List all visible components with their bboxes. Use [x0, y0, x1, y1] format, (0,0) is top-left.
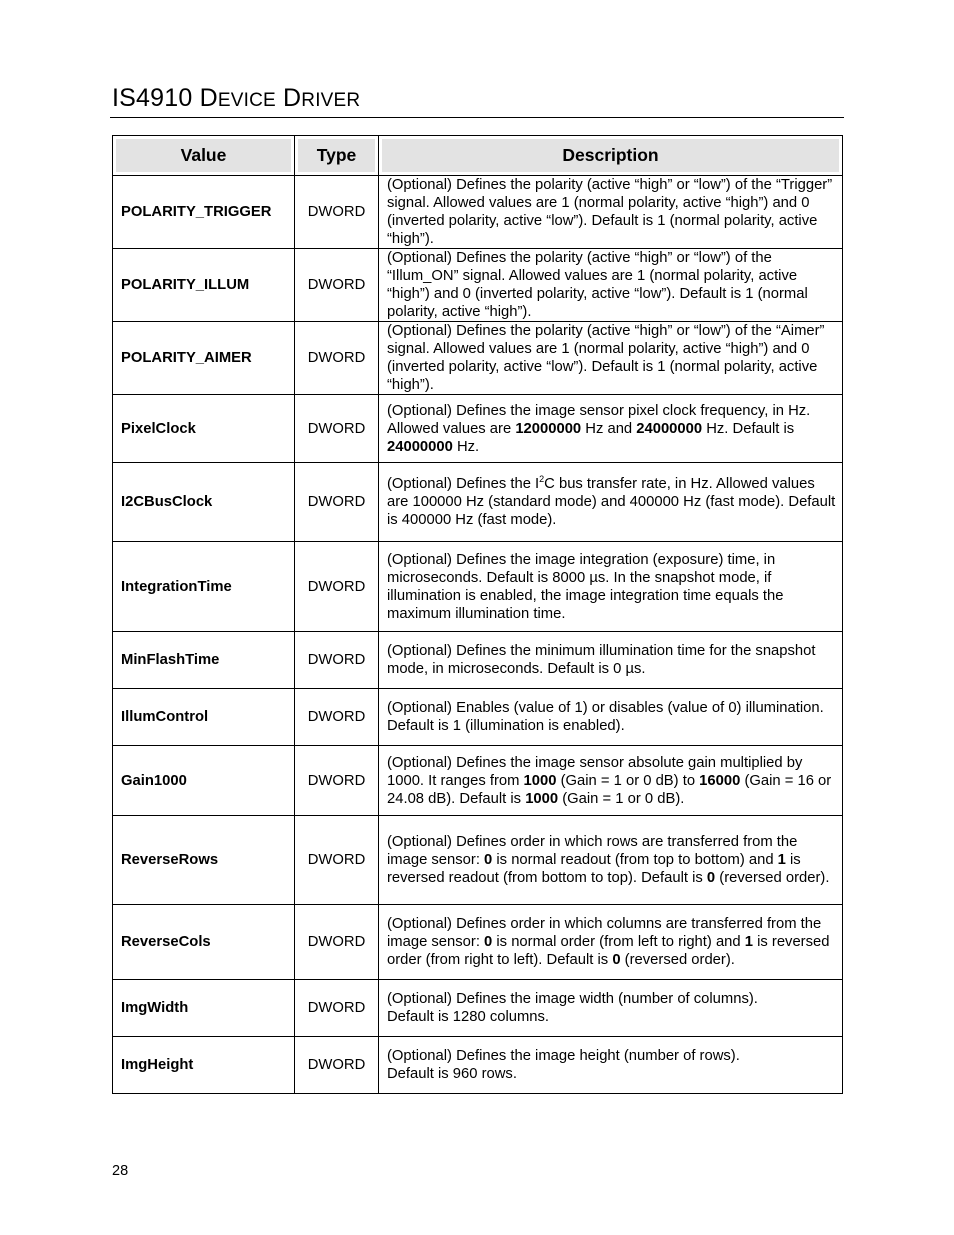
header-type: Type — [295, 136, 379, 176]
bold-value: 24000000 — [636, 420, 703, 437]
description-text: (Optional) Defines the image integration (exposure) time, in microseconds. Default is 8000 µs. In the snapshot mode, if illumination is enabled, the image integration time equals the maximum illumination time. — [387, 551, 784, 622]
bold-value: 16000 — [699, 772, 741, 789]
type-cell: DWORD — [295, 905, 379, 980]
table-row — [113, 322, 843, 395]
description-cell — [379, 249, 843, 322]
description-text: is reversed readout (from bottom to top). Default is — [387, 852, 801, 886]
table-row — [113, 746, 843, 816]
description-text: (Optional) Defines the image sensor pixel clock frequency, in Hz. Allowed values are — [387, 402, 811, 437]
table-row — [113, 395, 843, 463]
bold-value: 12000000 — [515, 420, 582, 437]
bold-value: 0 — [612, 952, 621, 968]
description-text: C bus transfer rate, in Hz. Allowed values are 100000 Hz (standard mode) and 400000 Hz (fast mode). Default is 400000 Hz (fast mode). — [387, 476, 836, 528]
description-text: (Optional) Defines the image sensor absolute gain multiplied by 1000. It ranges from — [387, 754, 803, 789]
title-text: RIVER — [301, 90, 361, 111]
type-cell: DWORD — [295, 1037, 379, 1094]
registry-values-table — [112, 135, 843, 1094]
title-text: IS4910 D — [112, 84, 218, 112]
bold-value: 1 — [777, 852, 786, 868]
description-cell — [379, 322, 843, 395]
header-description: Description — [379, 136, 843, 176]
value-cell: IllumControl — [113, 689, 295, 746]
description-text: (Gain = 1 or 0 dB) to — [556, 772, 700, 789]
description-text: (Optional) Defines the minimum illumination time for the snapshot mode, in microseconds. Default is 0 µs. — [387, 643, 816, 677]
type-cell: DWORD — [295, 176, 379, 249]
value-cell: PixelClock — [113, 395, 295, 463]
type-cell: DWORD — [295, 463, 379, 542]
title-text: EVICE — [217, 90, 276, 111]
description-text: (Optional) Defines order in which columns are transferred from the image sensor: — [387, 916, 822, 950]
bold-value: 0 — [484, 934, 493, 950]
value-cell: ImgWidth — [113, 980, 295, 1037]
description-text: (Gain = 16 or 24.08 dB). Default is — [387, 772, 832, 807]
description-cell — [379, 1037, 843, 1094]
table-row — [113, 1037, 843, 1094]
description-text: (Optional) Defines the image width (number of columns). — [387, 991, 758, 1007]
table-row — [113, 632, 843, 689]
bold-value: 24000000 — [387, 438, 453, 455]
table-header-row — [113, 136, 843, 176]
description-text: (Optional) Defines the polarity (active “high” or “low”) of the “Aimer” signal. Allowed values are 1 (normal polarity, active “high”) and 0 (inverted polarity, active “low”). Default is 1 (normal polarity, active “high”). — [387, 323, 825, 393]
description-cell — [379, 176, 843, 249]
type-cell: DWORD — [295, 322, 379, 395]
page-number: 28 — [112, 1163, 129, 1179]
value-cell: ReverseRows — [113, 816, 295, 905]
description-text: (Optional) Defines the I — [387, 476, 540, 492]
value-cell: ReverseCols — [113, 905, 295, 980]
value-cell: POLARITY_AIMER — [113, 322, 295, 395]
description-text: Hz. — [452, 438, 480, 455]
type-cell: DWORD — [295, 746, 379, 816]
bold-value: 0 — [706, 870, 716, 886]
description-cell — [379, 463, 843, 542]
table-row — [113, 176, 843, 249]
value-cell: I2CBusClock — [113, 463, 295, 542]
bold-value: 1000 — [525, 790, 559, 807]
table-row — [113, 689, 843, 746]
type-cell: DWORD — [295, 249, 379, 322]
value-cell: ImgHeight — [113, 1037, 295, 1094]
description-text: Default is 1280 columns. — [387, 1009, 550, 1025]
type-cell: DWORD — [295, 689, 379, 746]
type-cell: DWORD — [295, 632, 379, 689]
bold-value: 1 — [744, 934, 753, 950]
value-cell: POLARITY_TRIGGER — [113, 176, 295, 249]
page-title — [112, 84, 360, 113]
type-cell: DWORD — [295, 542, 379, 632]
description-text: (reversed order). — [715, 870, 830, 886]
description-text: is reversed order (from right to left). Default is — [387, 934, 830, 968]
table-row — [113, 905, 843, 980]
superscript: 2 — [539, 474, 545, 485]
description-text: (Gain = 1 or 0 dB). — [558, 790, 685, 807]
table-row — [113, 463, 843, 542]
table-row — [113, 980, 843, 1037]
description-cell — [379, 980, 843, 1037]
description-cell — [379, 746, 843, 816]
title-rule — [110, 117, 844, 118]
description-cell — [379, 689, 843, 746]
bold-value: 1000 — [523, 772, 557, 789]
description-text: (Optional) Defines the polarity (active “high” or “low”) of the “Illum_ON” signal. Allowed values are 1 (normal polarity, active “high”) and 0 (inverted polarity, active “low”). Default is 1 (normal polarity, active “high”). — [387, 250, 808, 320]
title-text: D — [275, 84, 302, 112]
description-cell — [379, 905, 843, 980]
value-cell: MinFlashTime — [113, 632, 295, 689]
description-text: (Optional) Enables (value of 1) or disables (value of 0) illumination. Default is 1 (illumination is enabled). — [387, 700, 824, 734]
value-cell: POLARITY_ILLUM — [113, 249, 295, 322]
description-text: (Optional) Defines the polarity (active “high” or “low”) of the “Trigger” signal. Allowed values are 1 (normal polarity, active “high”) and 0 (inverted polarity, active “low”). Default is 1 (normal polarity, active “high”). — [387, 177, 833, 247]
description-cell — [379, 542, 843, 632]
description-text: Hz and — [581, 420, 637, 437]
description-cell — [379, 632, 843, 689]
description-text: Hz. Default is — [702, 420, 795, 437]
table-row — [113, 816, 843, 905]
description-text: Default is 960 rows. — [387, 1066, 517, 1082]
type-cell: DWORD — [295, 980, 379, 1037]
type-cell: DWORD — [295, 816, 379, 905]
header-value: Value — [113, 136, 295, 176]
bold-value: 0 — [484, 852, 493, 868]
table-row — [113, 249, 843, 322]
table-row — [113, 542, 843, 632]
description-text: (Optional) Defines order in which rows are transferred from the image sensor: — [387, 834, 798, 868]
value-cell: IntegrationTime — [113, 542, 295, 632]
description-cell — [379, 395, 843, 463]
value-cell: Gain1000 — [113, 746, 295, 816]
description-cell — [379, 816, 843, 905]
description-text: (reversed order). — [620, 952, 735, 968]
description-text: (Optional) Defines the image height (number of rows). — [387, 1048, 740, 1064]
description-text: is normal order (from left to right) and — [492, 934, 745, 950]
description-text: is normal readout (from top to bottom) and — [492, 852, 778, 868]
type-cell: DWORD — [295, 395, 379, 463]
